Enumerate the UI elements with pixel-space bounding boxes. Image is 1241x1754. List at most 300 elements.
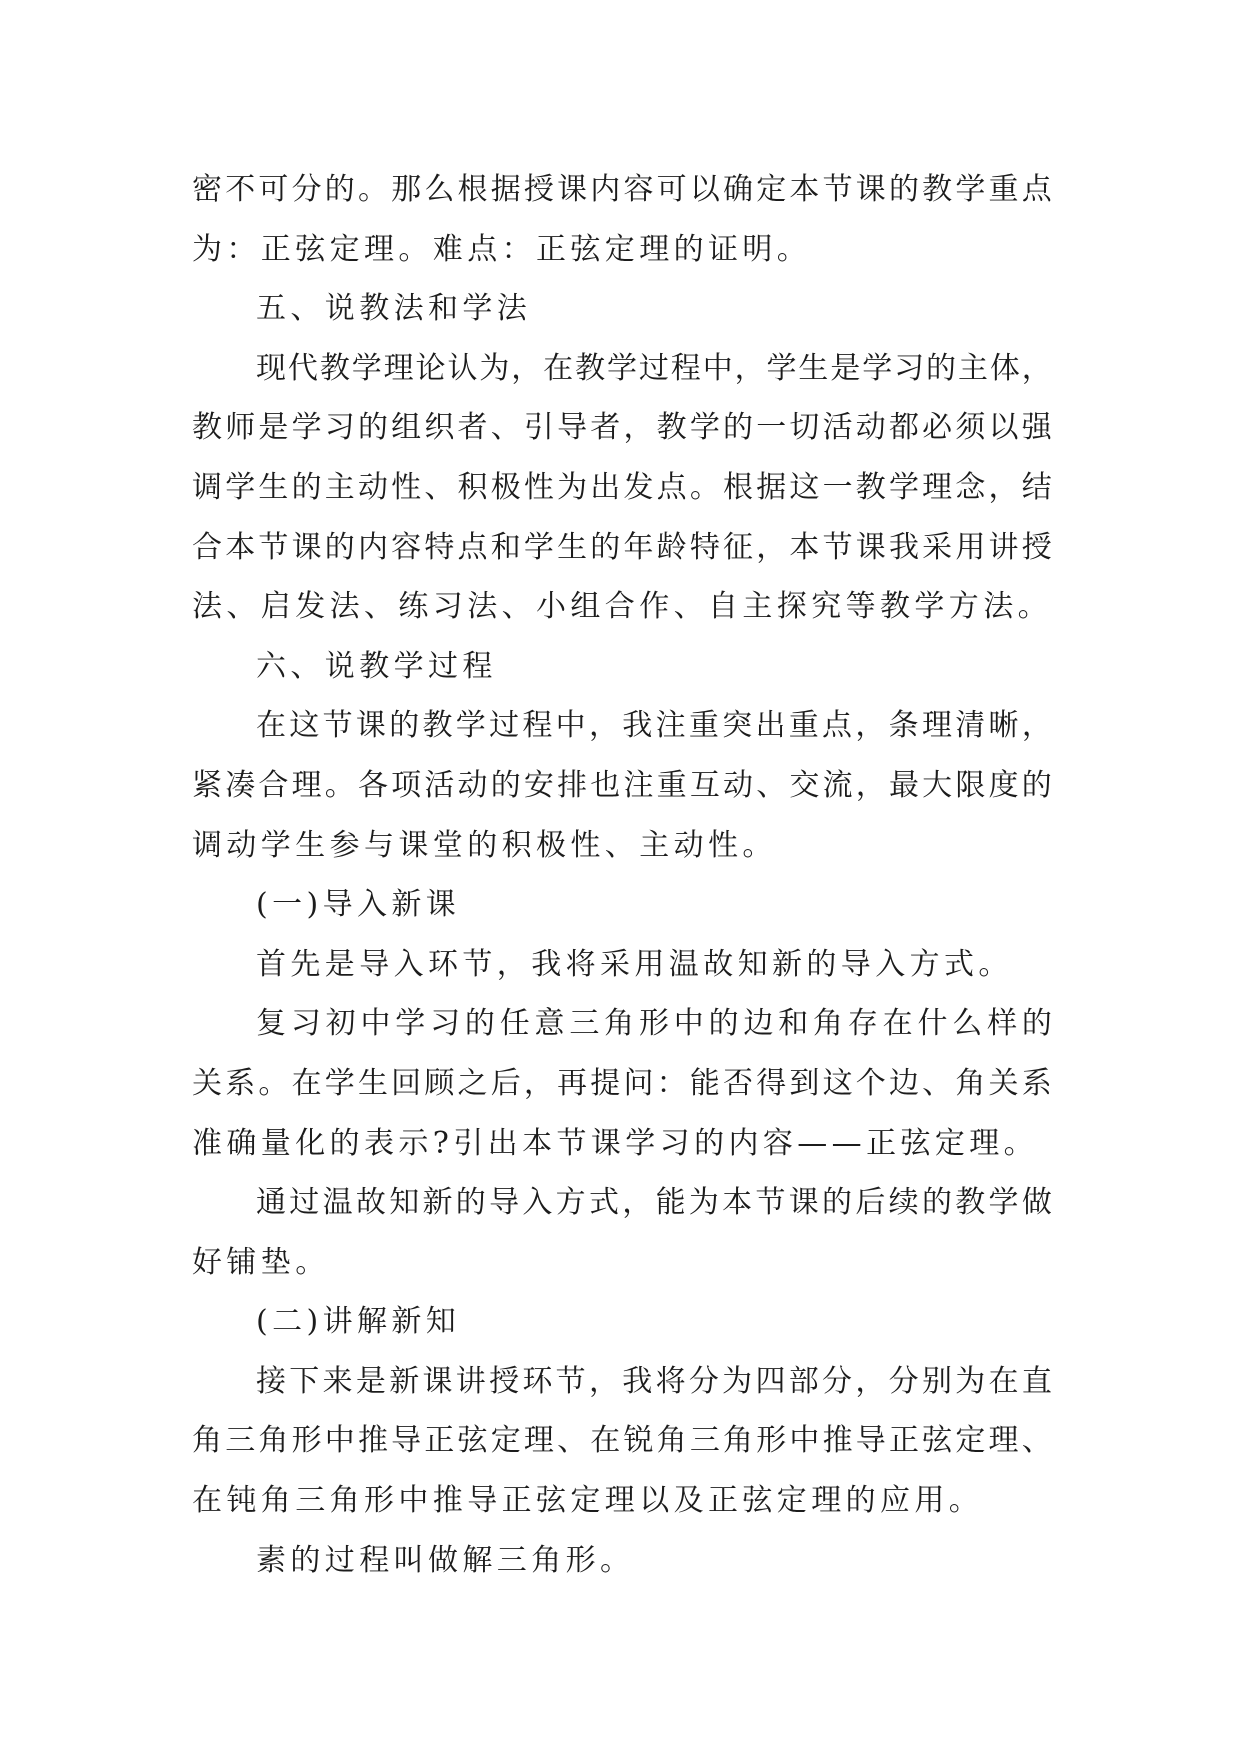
text-char: 师 (225, 410, 256, 446)
text-char: 节 (822, 529, 853, 565)
subsection-heading: (一)导入新课 (256, 887, 461, 923)
text-char: 角 (955, 1065, 986, 1101)
text-char: 在 (882, 1006, 913, 1042)
text-char: 极 (490, 469, 521, 505)
text-char: 引 (523, 410, 554, 446)
text-char: 意 (534, 1006, 565, 1042)
text-char: 、 (922, 1065, 953, 1101)
text-char: 是 (258, 410, 289, 446)
text-char: 下 (289, 1363, 320, 1399)
text-char: 系 (1021, 1065, 1052, 1101)
text-char: 导 (489, 1185, 520, 1221)
text-char: 之 (457, 1065, 488, 1101)
text-char: ， (734, 350, 765, 386)
text-char: 么 (952, 1006, 983, 1042)
text-char: 的 (723, 410, 753, 446)
text-char: 定 (490, 1423, 521, 1459)
text-char: 的 (357, 410, 388, 446)
text-char: 活 (822, 410, 853, 446)
text-char: ， (588, 1363, 619, 1399)
text-char: 弦 (922, 1423, 953, 1459)
text-char: 授 (1021, 529, 1052, 565)
text-char: 认 (447, 350, 478, 386)
text-char: 三 (569, 1006, 600, 1042)
text-char: 角 (192, 1423, 222, 1459)
text-char: 须 (955, 410, 986, 446)
text-char: 在 (590, 1423, 621, 1459)
text-char: 、 (1021, 1423, 1052, 1459)
text-char: 课 (855, 529, 886, 565)
text-line: 调动学生参与课堂的积极性、主动性。 (192, 827, 777, 863)
text-char: 我 (888, 529, 919, 565)
text-line (192, 696, 1052, 756)
text-char: 课 (291, 529, 322, 565)
text-char: 的 (291, 469, 322, 505)
text-char: ， (756, 529, 787, 565)
text-char: 角 (723, 1423, 753, 1459)
text-char: 生 (557, 529, 588, 565)
text-char: 教 (319, 350, 350, 386)
text-char: 中 (555, 708, 586, 744)
text-char: 为 (955, 1363, 986, 1399)
text-char: 的 (921, 1185, 952, 1221)
text-char: 度 (988, 767, 1019, 803)
text-char: 最 (888, 767, 919, 803)
text-char: 容 (623, 172, 654, 207)
section-heading: 六、说教学过程 (256, 648, 497, 684)
text-char: 分 (888, 1363, 919, 1399)
text-char: 学 (291, 410, 322, 446)
text-char: 课 (855, 172, 886, 207)
text-char: 安 (523, 767, 554, 803)
text-char: 形 (291, 1423, 322, 1459)
text-char: 节 (258, 529, 289, 565)
text-char: 特 (689, 529, 720, 565)
text-char: 出 (590, 469, 621, 505)
text-char: 温 (322, 1185, 353, 1221)
text-char: 注 (623, 767, 654, 803)
text-char: 中 (789, 1423, 820, 1459)
text-char: 个 (855, 1065, 886, 1101)
text-char: 别 (921, 1363, 952, 1399)
text-char: 节 (322, 708, 353, 744)
text-char: 学 (955, 172, 986, 207)
text-char: ， (623, 410, 654, 446)
text-char: 课 (788, 1185, 819, 1221)
text-char: 为 (722, 1363, 753, 1399)
text-char: 课 (355, 708, 386, 744)
text-char: 晰 (988, 708, 1019, 744)
text-char: 四 (755, 1363, 786, 1399)
text-char: 角 (656, 1423, 687, 1459)
text-char: 这 (289, 708, 320, 744)
text-char: 学 (351, 350, 382, 386)
text-char: 那 (391, 172, 422, 207)
text-char: 过 (489, 708, 520, 744)
text-char: 否 (723, 1065, 753, 1101)
text-char: 关 (988, 1065, 1019, 1101)
text-char: 三 (689, 1423, 720, 1459)
text-char: 学 (225, 469, 256, 505)
text-char: 入 (522, 1185, 553, 1221)
text-char: 活 (424, 767, 455, 803)
text-char: 交 (789, 767, 820, 803)
text-char: ， (1021, 708, 1052, 744)
text-char: 我 (622, 708, 653, 744)
text-char: 为 (479, 350, 510, 386)
text-char: 么 (424, 172, 455, 207)
text-char: 分 (291, 172, 322, 207)
text-char: 重 (788, 708, 819, 744)
text-char: 特 (424, 529, 455, 565)
text-char: 重 (656, 767, 687, 803)
text-char: 的 (888, 172, 919, 207)
text-char: 在 (988, 1363, 1019, 1399)
text-char: 定 (756, 172, 787, 207)
text-char: 现 (256, 350, 286, 386)
text-char: 织 (424, 410, 455, 446)
text-char: 和 (490, 529, 521, 565)
text-char: 学 (324, 1065, 355, 1101)
text-char: 紧 (192, 767, 222, 803)
text-char: 问 (623, 1065, 654, 1101)
text-char: 必 (922, 410, 953, 446)
text-char: 存 (847, 1006, 878, 1042)
text-char: 新 (422, 1185, 453, 1221)
text-char: 部 (788, 1363, 819, 1399)
text-char: 项 (391, 767, 422, 803)
text-char: 的 (1021, 767, 1052, 803)
text-char: 各 (357, 767, 388, 803)
text-char: 可 (258, 172, 289, 207)
text-char: 本 (722, 1185, 753, 1221)
text-char: ， (511, 350, 542, 386)
text-char: 、 (424, 469, 455, 505)
text-char: 点 (457, 529, 488, 565)
text-char: 角 (604, 1006, 635, 1042)
text-char: 者 (590, 410, 621, 446)
text-char: 论 (415, 350, 446, 386)
text-char: 习 (324, 410, 355, 446)
text-char: 理 (523, 1423, 554, 1459)
text-char: 突 (722, 708, 753, 744)
text-char: 和 (778, 1006, 809, 1042)
text-char: 重 (988, 172, 1019, 207)
text-char: 学 (455, 708, 486, 744)
text-char: 形 (638, 1006, 669, 1042)
text-char: 学 (766, 350, 797, 386)
text-char: 节 (822, 172, 853, 207)
text-char: 教 (955, 1185, 986, 1221)
text-char: 积 (457, 469, 488, 505)
text-char: 密 (192, 172, 222, 207)
document-body (192, 160, 1052, 1590)
text-char: 角 (813, 1006, 843, 1042)
text-char: 清 (955, 708, 986, 744)
text-char: 学 (606, 350, 637, 386)
text-char: 凑 (225, 767, 256, 803)
text-char: 习 (290, 1006, 321, 1042)
text-char: 三 (225, 1423, 256, 1459)
text-line (192, 756, 1052, 816)
text-char: 来 (322, 1363, 353, 1399)
text-line (192, 518, 1052, 578)
text-char: 条 (888, 708, 919, 744)
text-char: ， (1021, 350, 1052, 386)
text-char: 的 (389, 708, 420, 744)
text-char: 复 (256, 1006, 286, 1042)
text-char: 生 (798, 350, 829, 386)
text-char: 、 (490, 410, 521, 446)
text-line (192, 1352, 1052, 1412)
text-char: ， (988, 469, 1019, 505)
text-char: 样 (987, 1006, 1018, 1042)
text-char: 方 (555, 1185, 586, 1221)
text-char: 初 (325, 1006, 356, 1042)
text-char: 到 (789, 1065, 820, 1101)
text-line (192, 1173, 1052, 1233)
text-char: 做 (1021, 1185, 1052, 1221)
text-char: 提 (590, 1065, 621, 1101)
text-char: 内 (590, 172, 621, 207)
text-char: 强 (1021, 410, 1052, 446)
text-char: 理 (921, 708, 952, 744)
text-char: 本 (789, 529, 820, 565)
text-char: 再 (557, 1065, 588, 1101)
text-char: 顾 (424, 1065, 455, 1101)
text-char: 注 (655, 708, 686, 744)
text-char: 节 (555, 1363, 586, 1399)
text-char: 后 (490, 1065, 521, 1101)
text-char: 导 (391, 1423, 422, 1459)
text-char: 通 (256, 1185, 286, 1221)
text-char: 排 (557, 767, 588, 803)
text-char: 将 (655, 1363, 686, 1399)
text-char: 是 (355, 1363, 386, 1399)
text-char: 中 (360, 1006, 391, 1042)
text-char: 代 (287, 350, 318, 386)
text-char: 的 (324, 172, 355, 207)
text-char: 什 (917, 1006, 948, 1042)
text-char: 在 (256, 708, 286, 744)
text-char: 也 (590, 767, 621, 803)
text-char: 锐 (623, 1423, 654, 1459)
text-char: 学 (523, 529, 554, 565)
text-char: 动 (357, 469, 388, 505)
text-char: 得 (756, 1065, 787, 1101)
text-char: 点 (1021, 172, 1052, 207)
text-char: 新 (389, 1363, 420, 1399)
text-char: 回 (391, 1065, 422, 1101)
text-char: 年 (623, 529, 654, 565)
text-char: 点 (822, 708, 853, 744)
text-char: 理 (291, 767, 322, 803)
text-char: 的 (1021, 1006, 1052, 1042)
text-char: 教 (422, 708, 453, 744)
text-char: 用 (955, 529, 986, 565)
text-char: 系 (225, 1065, 256, 1101)
text-char: 课 (422, 1363, 453, 1399)
text-char: 教 (855, 469, 886, 505)
text-char: 中 (702, 350, 733, 386)
text-char: 点 (656, 469, 687, 505)
text-char: 的 (926, 350, 957, 386)
text-char: 性 (391, 469, 422, 505)
text-char: 确 (723, 172, 753, 207)
text-char: 能 (655, 1185, 686, 1221)
text-char: 动 (457, 767, 488, 803)
text-char: 根 (457, 172, 488, 207)
text-char: 可 (656, 172, 687, 207)
text-char: 重 (688, 708, 719, 744)
text-char: 为 (557, 469, 588, 505)
text-char: 直 (1021, 1363, 1052, 1399)
text-char: 者 (457, 410, 488, 446)
text-line: 法、启发法、练习法、小组合作、自主探究等教学方法。 (192, 589, 1052, 625)
text-char: 中 (324, 1423, 355, 1459)
text-char: 念 (955, 469, 986, 505)
text-char: 主 (324, 469, 355, 505)
text-char: 程 (670, 350, 701, 386)
text-char: 根 (723, 469, 753, 505)
text-char: ， (855, 767, 886, 803)
section-heading: 五、说教法和学法 (256, 291, 532, 327)
text-line (192, 1411, 1052, 1471)
text-char: 一 (756, 410, 787, 446)
text-char: 龄 (656, 529, 687, 565)
text-line (192, 458, 1052, 518)
text-char: 课 (557, 172, 588, 207)
text-char: 合 (258, 767, 289, 803)
text-char: 正 (424, 1423, 455, 1459)
text-char: 体 (989, 350, 1020, 386)
text-char: 讲 (455, 1363, 486, 1399)
text-char: 。 (689, 469, 720, 505)
text-char: 形 (756, 1423, 787, 1459)
text-char: 不 (225, 172, 256, 207)
text-char: 的 (324, 529, 355, 565)
text-char: 定 (955, 1423, 986, 1459)
text-char: 环 (522, 1363, 553, 1399)
text-char: 关 (192, 1065, 222, 1101)
text-line (192, 160, 1052, 220)
text-char: 在 (543, 350, 574, 386)
text-char: 的 (822, 1185, 853, 1221)
text-char: 在 (291, 1065, 322, 1101)
text-char: 合 (192, 529, 222, 565)
text-line (192, 994, 1052, 1054)
text-line (192, 339, 1052, 399)
text-char: 征 (723, 529, 753, 565)
text-char: 式 (588, 1185, 619, 1221)
text-char: 出 (755, 708, 786, 744)
text-char: 一 (822, 469, 853, 505)
text-char: 推 (357, 1423, 388, 1459)
text-char: 这 (822, 1065, 853, 1101)
text-char: 的 (708, 1006, 739, 1042)
text-char: 节 (755, 1185, 786, 1221)
text-char: 教 (922, 172, 953, 207)
text-char: 我 (622, 1363, 653, 1399)
text-char: ： (656, 1065, 687, 1101)
text-char: 的 (455, 1185, 486, 1221)
text-line (192, 398, 1052, 458)
text-char: 导 (855, 1423, 886, 1459)
text-char: 本 (225, 529, 256, 565)
text-char: 生 (357, 1065, 388, 1101)
text-char: ， (855, 708, 886, 744)
text-char: 理 (922, 469, 953, 505)
text-char: 程 (522, 708, 553, 744)
text-char: 、 (557, 1423, 588, 1459)
text-char: ， (622, 1185, 653, 1221)
text-char: 学 (395, 1006, 426, 1042)
text-char: 授 (489, 1363, 520, 1399)
text-char: 本 (789, 172, 820, 207)
text-char: 以 (689, 172, 720, 207)
text-char: 结 (1021, 469, 1052, 505)
text-char: 故 (355, 1185, 386, 1221)
text-char: 角 (258, 1423, 289, 1459)
text-char: 学 (888, 469, 919, 505)
text-char: 讲 (988, 529, 1019, 565)
text-char: 以 (988, 410, 1019, 446)
text-line: 首先是导入环节，我将采用温故知新的导入方式。 (256, 946, 1013, 982)
text-char: 容 (391, 529, 422, 565)
text-char: 都 (888, 410, 919, 446)
text-char: 互 (689, 767, 720, 803)
text-char: 导 (557, 410, 588, 446)
text-char: 能 (689, 1065, 720, 1101)
text-char: 教 (656, 410, 687, 446)
text-char: 发 (623, 469, 654, 505)
text-char: 过 (289, 1185, 320, 1221)
text-char: 为 (688, 1185, 719, 1221)
text-char: 学 (862, 350, 893, 386)
text-char: 理 (988, 1423, 1019, 1459)
text-char: 正 (888, 1423, 919, 1459)
text-char: 。 (324, 767, 355, 803)
text-char: 动 (723, 767, 753, 803)
text-char: 中 (673, 1006, 704, 1042)
text-char: 接 (256, 1363, 286, 1399)
text-line (192, 1054, 1052, 1114)
text-char: 习 (894, 350, 925, 386)
text-char: 弦 (457, 1423, 488, 1459)
text-char: 理 (383, 350, 414, 386)
text-char: 分 (688, 1363, 719, 1399)
text-char: 。 (357, 172, 388, 207)
text-line: 准确量化的表示?引出本节课学习的内容——正弦定理。 (192, 1125, 1039, 1161)
text-char: ， (523, 1065, 554, 1101)
text-char: 的 (590, 529, 621, 565)
text-char: 知 (389, 1185, 420, 1221)
text-char: 组 (391, 410, 422, 446)
text-char: 主 (957, 350, 988, 386)
text-char: 动 (855, 410, 886, 446)
text-char: 后 (855, 1185, 886, 1221)
subsection-heading: (二)讲解新知 (256, 1304, 461, 1340)
text-line: 在钝角三角形中推导正弦定理以及正弦定理的应用。 (192, 1483, 984, 1519)
text-char: 内 (357, 529, 388, 565)
text-line: 为：正弦定理。难点：正弦定理的证明。 (192, 231, 812, 267)
text-char: 推 (822, 1423, 853, 1459)
text-char: 据 (490, 172, 521, 207)
text-char: 、 (756, 767, 787, 803)
text-char: 流 (822, 767, 853, 803)
text-char: 学 (988, 1185, 1019, 1221)
text-char: 教 (192, 410, 222, 446)
